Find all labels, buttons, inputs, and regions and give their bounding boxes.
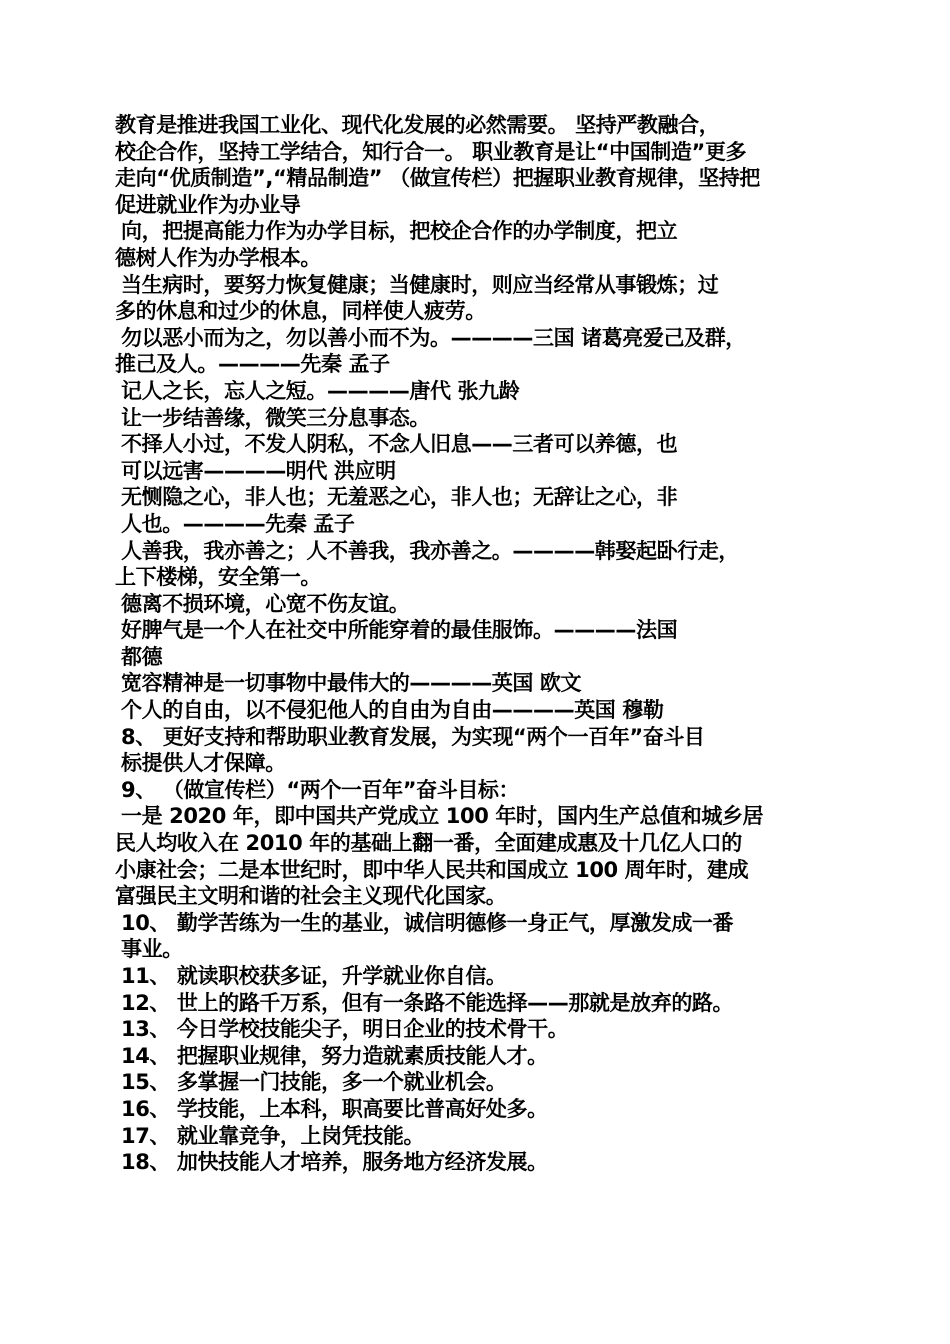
text-line: 15、 多掌握一门技能，多一个就业机会。 [121,1070,507,1095]
text-line: 人善我，我亦善之；人不善我，我亦善之。————韩娶起卧行走， [121,538,739,563]
text-line: 勿以恶小而为之，勿以善小而不为。————三国 诸葛亮爱己及群， [121,325,746,350]
text-line: 好脾气是一个人在社交中所能穿着的最佳服饰。————法国 [121,618,678,643]
text-line: 18、 加快技能人才培养，服务地方经济发展。 [121,1150,548,1175]
text-line: 可以远害————明代 洪应明 [121,458,396,483]
text-line: 德树人作为办学根本。 [115,245,321,270]
text-line: 富强民主文明和谐的社会主义现代化国家。 [115,884,507,909]
text-line: 人也。————先秦 孟子 [121,511,355,536]
text-line: 10、 勤学苦练为一生的基业，诚信明德修一身正气，厚激发成一番 [121,910,734,935]
text-line: 向，把提高能力作为办学目标，把校企合作的办学制度，把立 [121,219,678,244]
text-line: 促进就业作为办业导 [115,192,301,217]
text-line: 推己及人。————先秦 孟子 [115,352,390,377]
text-line: 个人的自由，以不侵犯他人的自由为自由————英国 穆勒 [121,698,664,723]
text-line: 一是 2020 年，即中国共产党成立 100 年时，国内生产总值和城乡居 [121,804,764,829]
text-line: 记人之长，忘人之短。————唐代 张九龄 [121,378,520,403]
text-line: 都德 [121,644,163,669]
text-line: 教育是推进我国工业化、现代化发展的必然需要。 坚持严教融合， [115,113,720,137]
text-line: 当生病时，要努力恢复健康；当健康时，则应当经常从事锻炼；过 [121,272,719,297]
text-line: 小康社会；二是本世纪时，即中华人民共和国成立 100 周年时，建成 [115,857,749,882]
text-line: 不择人小过，不发人阴私，不念人旧息——三者可以养德，也 [121,432,678,457]
text-line: 17、 就业靠竞争，上岗凭技能。 [121,1123,425,1148]
text-line: 让一步结善缘，微笑三分息事态。 [121,405,430,430]
text-line: 走向“优质制造”,“精品制造” （做宣传栏）把握职业教育规律，坚持把 [115,166,760,191]
text-line: 校企合作，坚持工学结合，知行合一。 职业教育是让“中国制造”更多 [115,139,747,164]
text-line: 民人均收入在 2010 年的基础上翻一番，全面建成惠及十几亿人口的 [115,831,742,856]
text-line: 12、 世上的路千万系，但有一条路不能选择——那就是放弃的路。 [121,990,734,1015]
text-line: 11、 就读职校获多证，升学就业你自信。 [121,964,507,988]
text-line: 14、 把握职业规律，努力造就素质技能人才。 [121,1043,548,1068]
text-line: 多的休息和过少的休息，同样使人疲劳。 [115,299,486,324]
text-line: 8、 更好支持和帮助职业教育发展，为实现“两个一百年”奋斗目 [121,724,705,749]
text-line: 事业。 [121,937,183,962]
text-line: 16、 学技能，上本科，职高要比普高好处多。 [121,1096,548,1121]
text-line: 宽容精神是一切事物中最伟大的————英国 欧文 [121,671,582,696]
text-line: 上下楼梯，安全第一。 [115,565,321,590]
document-page [115,112,845,1176]
text-line: 无恻隐之心，非人也；无羞恶之心，非人也；无辞让之心，非 [121,485,678,510]
text-line: 德离不损环境，心宽不伤友谊。 [121,591,410,616]
text-line: 13、 今日学校技能尖子，明日企业的技术骨干。 [121,1017,569,1042]
text-line: 9、 （做宣传栏）“两个一百年”奋斗目标： [121,777,520,802]
text-line: 标提供人才保障。 [121,751,286,776]
